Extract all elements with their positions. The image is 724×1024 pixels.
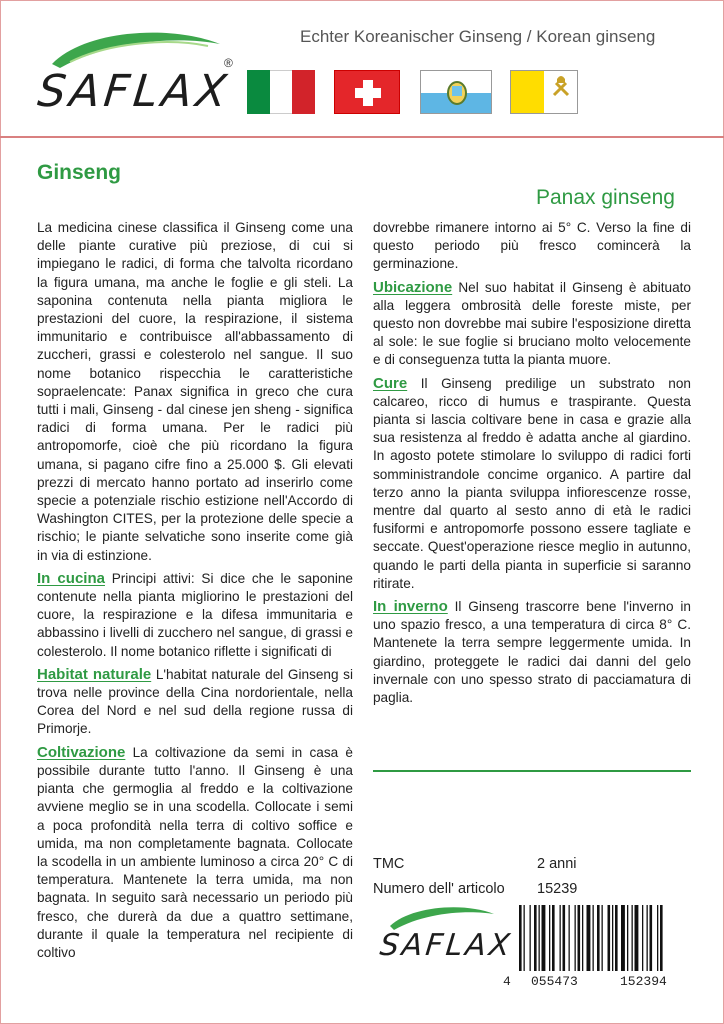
section-heading-cucina: In cucina	[37, 569, 105, 587]
section-ubicazione	[373, 279, 691, 370]
tmc-label: TMC	[373, 856, 405, 872]
article-number-label: Numero dell' articolo	[373, 881, 505, 897]
section-habitat	[37, 666, 353, 739]
barcode-digits-right: 152394	[620, 974, 667, 989]
right-column	[373, 219, 691, 712]
vatican-flag-icon	[510, 70, 578, 114]
coltivazione-continued: dovrebbe rimanere intorno ai 5° C. Verso la fine di questo periodo più fresco comincerà la germinazione.	[373, 220, 691, 272]
section-heading-coltivazione: Coltivazione	[37, 743, 126, 761]
barcode-digits-left: 055473	[531, 974, 578, 989]
tmc-value: 2 anni	[537, 856, 577, 872]
section-text-habitat: L'habitat naturale del Ginseng si trova nelle province della Cina nordorientale, nella Corea del Nord e nel sud della regione russa di Primorje.	[37, 666, 353, 737]
italy-flag-icon	[247, 70, 315, 114]
article-number-value: 15239	[537, 881, 578, 897]
section-text-inverno: Il Ginseng trascorre bene l'inverno in uno spazio fresco, a una temperatura di circa 8° C. Mantenete la terra sempre leggermente umida. In giardino, proteggete le radici dai danni del gelo invernale con uno spesso strato di pacciamatura di paglia.	[373, 599, 691, 706]
intro-paragraph: La medicina cinese classifica il Ginseng come una delle piante curative più preziose, di cui si impiegano le radici, di forma che talvolta ricordano la figura umana, ma anche le foglie e gli steli. La saponina contenuta nella pianta migliora le prestazioni del cuore, la respirazione, il sistema immunitario e contribuisce all'abbassamento di zuccheri, grassi e colesterolo nel sangue. Il suo nome botanico rispecchia le caratteristiche sopraelencate: Panax significa in greco che cura tutti i mali, Ginseng - dal cinese jen sheng - significa radici di forma umana. Per le radici più antropomorfe, cioè che più ricordano la figura umana, si pagano cifre fino a 25.000 $. Gli elevati prezzi di mercato hanno portato ad inserirlo come specie a potenziale rischio estizione nell'Accordo di Washington CITES, per la protezione delle specie a rischio; le piante selvatiche sono inserite come già in via di estinzione.	[37, 220, 353, 563]
header-divider	[0, 136, 724, 138]
section-text-ubicazione: Nel suo habitat il Ginseng è abituato alla leggera ombrosità delle foreste miste, per questo non dovrebbe mai subire l'esposizione diretta al sole: le sue foglie si bruciano molto velocemente e di conseguenza tutta la pianta muore.	[373, 279, 691, 368]
section-text-cure: Il Ginseng predilige un substrato non calcareo, ricco di humus e traspirante. Questa pianta si lascia coltivare bene in casa e grazie alla sua resistenza al freddo è adatta anche al giardino. In agosto potete stimolare lo sviluppo di radici forti somministrandole concime organico. A partire dal terzo anno la pianta sviluppa infiorescenze rosse, mentre dal quarto al sesto anno di età le radici fusiformi e antropomorfe possono essere tagliate e seccate. Quest'operazione riesce meglio in autunno, quando le parti della pianta in superficie si saranno ritirate.	[373, 375, 691, 591]
section-heading-cure: Cure	[373, 374, 408, 392]
page-title: Ginseng	[37, 161, 122, 184]
section-coltivazione	[37, 744, 353, 962]
san-marino-flag-icon	[420, 70, 492, 114]
barcode-icon	[517, 905, 693, 977]
product-title: Echter Koreanischer Ginseng / Korean ginseng	[300, 27, 656, 46]
section-heading-habitat: Habitat naturale	[37, 665, 152, 683]
brand-logo-text: SAFLAX	[35, 66, 233, 117]
barcode-digit-prefix: 4	[503, 974, 511, 989]
left-column	[37, 219, 353, 967]
section-heading-ubicazione: Ubicazione	[373, 278, 453, 296]
section-cucina	[37, 570, 353, 661]
section-text-cucina: Principi attivi: Si dice che le saponine contenute nella pianta migliorino le prestazioni del cuore, la respirazione e la difesa immunitaria e abbassino i livelli di zucchero nel sangue, di grassi e colesterolo. Il nome botanico riflette i significati di	[37, 570, 353, 659]
brand-logo-small-text: SAFLAX	[378, 928, 515, 963]
latin-name: Panax ginseng	[536, 186, 675, 209]
registered-mark: ®	[224, 56, 233, 70]
section-cure	[373, 375, 691, 593]
section-rule	[373, 770, 691, 772]
section-inverno	[373, 598, 691, 707]
switzerland-flag-icon	[334, 70, 400, 114]
section-heading-inverno: In inverno	[373, 598, 448, 616]
section-text-coltivazione: La coltivazione da semi in casa è possibile durante tutto l'anno. Il Ginseng è una pianta che germoglia al freddo e la coltivazione avviene meglio se in una scodella. Collocate i semi a poca profondità nella terra di coltivo soffice e umida, ma non completamente bagnata. Collocate la scodella in un ambiente luminoso a circa 20° C di temperatura. Mantenete la terra umida, ma non bagnata. In seguito sarà necessario un periodo più fresco, che durerà da due a quattro settimane, durante il quale la temperatura nel recipiente di coltivo	[37, 744, 353, 960]
